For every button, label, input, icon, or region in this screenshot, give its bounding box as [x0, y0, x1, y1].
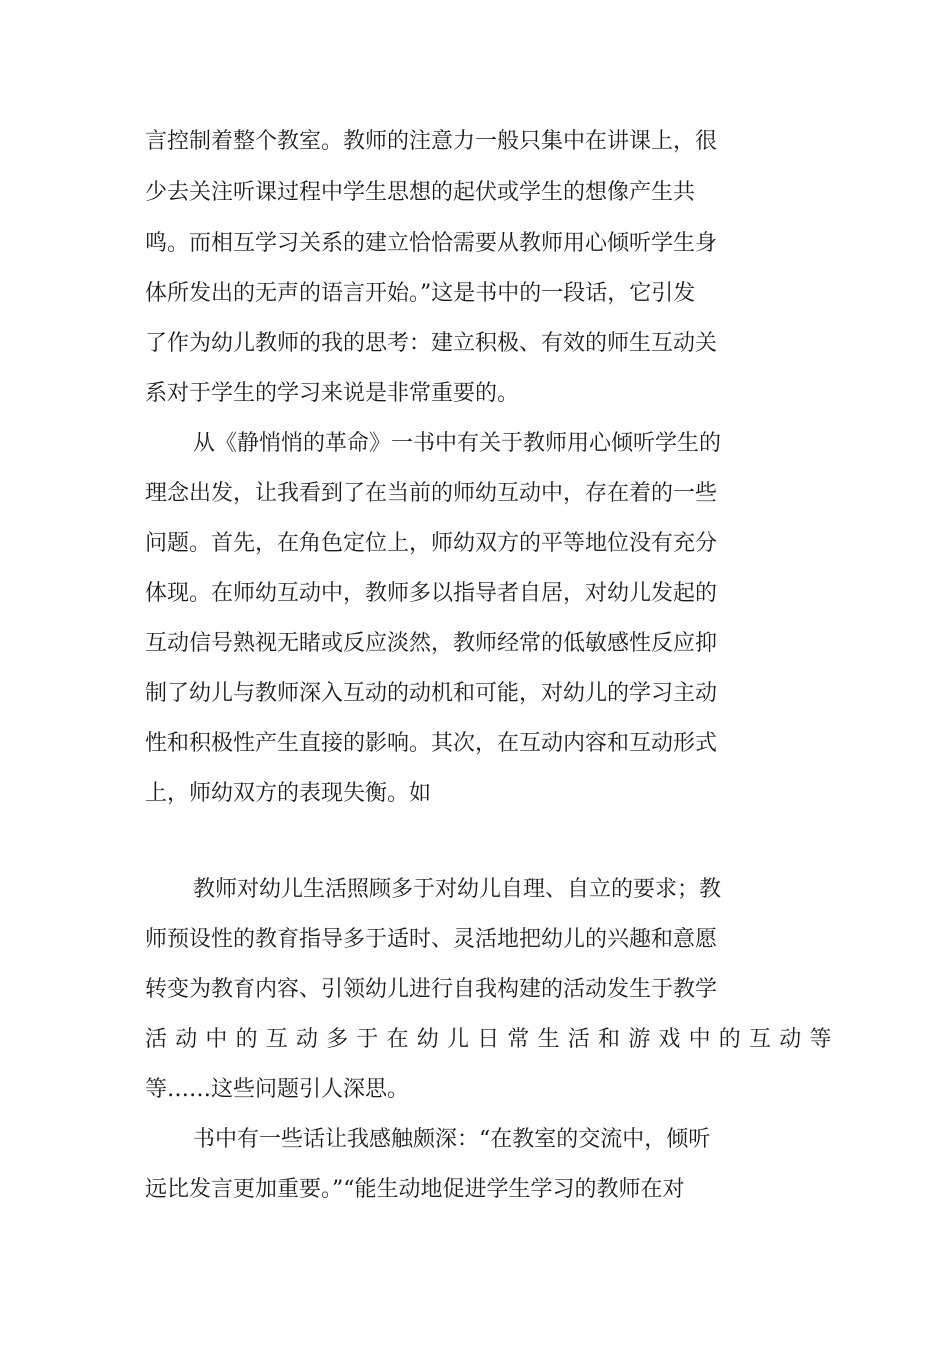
text-line: 制了幼儿与教师深入互动的动机和可能，对幼儿的学习主动: [145, 681, 718, 706]
text-line: 理念出发，让我看到了在当前的师幼互动中，存在着的一些: [145, 481, 718, 506]
text-line: 转变为教育内容、引领幼儿进行自我构建的活动发生于教学: [145, 977, 718, 1002]
text-line: 少去关注听课过程中学生思想的起伏或学生的想像产生共: [145, 180, 696, 205]
text-line: 从《静悄悄的革命》一书中有关于教师用心倾听学生的: [193, 431, 722, 456]
text-line: 教师对幼儿生活照顾多于对幼儿自理、自立的要求；教: [193, 877, 722, 902]
text-line: 体所发出的无声的语言开始。”这是书中的一段话，它引发: [145, 281, 696, 306]
text-line: 问题。首先，在角色定位上，师幼双方的平等地位没有充分: [145, 531, 718, 556]
text-line: 等……这些问题引人深思。: [145, 1077, 410, 1102]
text-line: 体现。在师幼互动中，教师多以指导者自居，对幼儿发起的: [145, 581, 718, 606]
text-line: 活动中的互动多于在幼儿日常生活和游戏中的互动等: [145, 1027, 840, 1052]
text-line: 师预设性的教育指导多于适时、灵活地把幼儿的兴趣和意愿: [145, 927, 718, 952]
text-line: 互动信号熟视无睹或反应淡然，教师经常的低敏感性反应抑: [145, 631, 718, 656]
text-line: 言控制着整个教室。教师的注意力一般只集中在讲课上，很: [145, 129, 718, 154]
text-line: 系对于学生的学习来说是非常重要的。: [145, 381, 520, 406]
text-line: 上，师幼双方的表现失衡。如: [145, 781, 432, 806]
text-line: 远比发言更加重要。”“能生动地促进学生学习的教师在对: [145, 1177, 685, 1202]
text-line: 书中有一些话让我感触颇深：“在教室的交流中，倾听: [193, 1127, 711, 1152]
text-line: 了作为幼儿教师的我的思考：建立积极、有效的师生互动关: [145, 331, 718, 356]
text-line: 鸣。而相互学习关系的建立恰恰需要从教师用心倾听学生身: [145, 231, 718, 256]
text-line: 性和积极性产生直接的影响。其次，在互动内容和互动形式: [145, 731, 718, 756]
